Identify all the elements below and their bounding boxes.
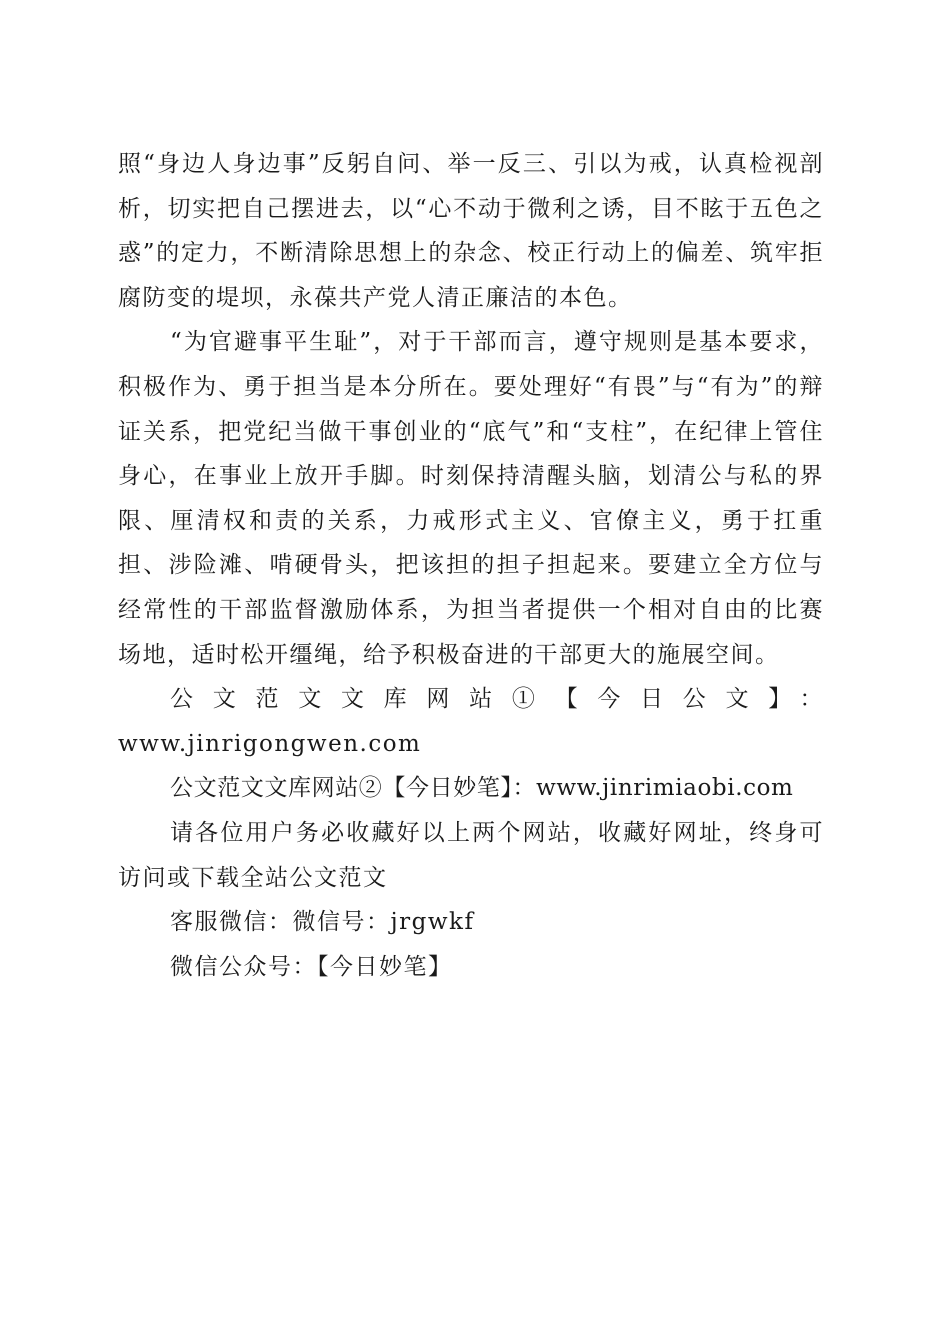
- body-paragraph: “为官避事平生耻”，对于干部而言，遵守规则是基本要求，积极作为、勇于担当是本分所在。要处理好“有畏”与“有为”的辩证关系，把党纪当做干事创业的“底气”和“支柱”，在纪律上管住身心，在事业上放开手脚。时刻保持清醒头脑，划清公与私的界限、厘清权和责的关系，力戒形式主义、官僚主义，勇于扛重担、涉险滩、啃硬骨头，把该担的担子担起来。要建立全方位与经常性的干部监督激励体系，为担当者提供一个相对自由的比赛场地，适时松开缰绳，给予积极奋进的干部更大的施展空间。: [118, 329, 824, 668]
- footer-wechat: 客服微信：微信号：jrgwkf: [170, 909, 475, 936]
- document-page: [118, 142, 824, 989]
- footer-site1: [118, 677, 824, 766]
- footer-notice: 请各位用户务必收藏好以上两个网站，收藏好网址，终身可访问或下载全站公文范文: [118, 819, 824, 891]
- footer-site1-label: 公文范文文库网站①【今日公文】：: [170, 686, 824, 713]
- footer-official-account: 微信公众号：【今日妙笔】: [170, 953, 453, 980]
- body-paragraph-continued: 照“身边人身边事”反躬自问、举一反三、引以为戒，认真检视剖析，切实把自己摆进去，以“心不动于微利之诱，目不眩于五色之惑”的定力，不断清除思想上的杂念、校正行动上的偏差、筑牢拒腐防变的堤坝，永葆共产党人清正廉洁的本色。: [118, 151, 824, 311]
- footer-site1-url: www.jinrigongwen.com: [118, 730, 422, 757]
- footer-site2: 公文范文文库网站②【今日妙笔】：www.jinrimiaobi.com: [170, 775, 794, 802]
